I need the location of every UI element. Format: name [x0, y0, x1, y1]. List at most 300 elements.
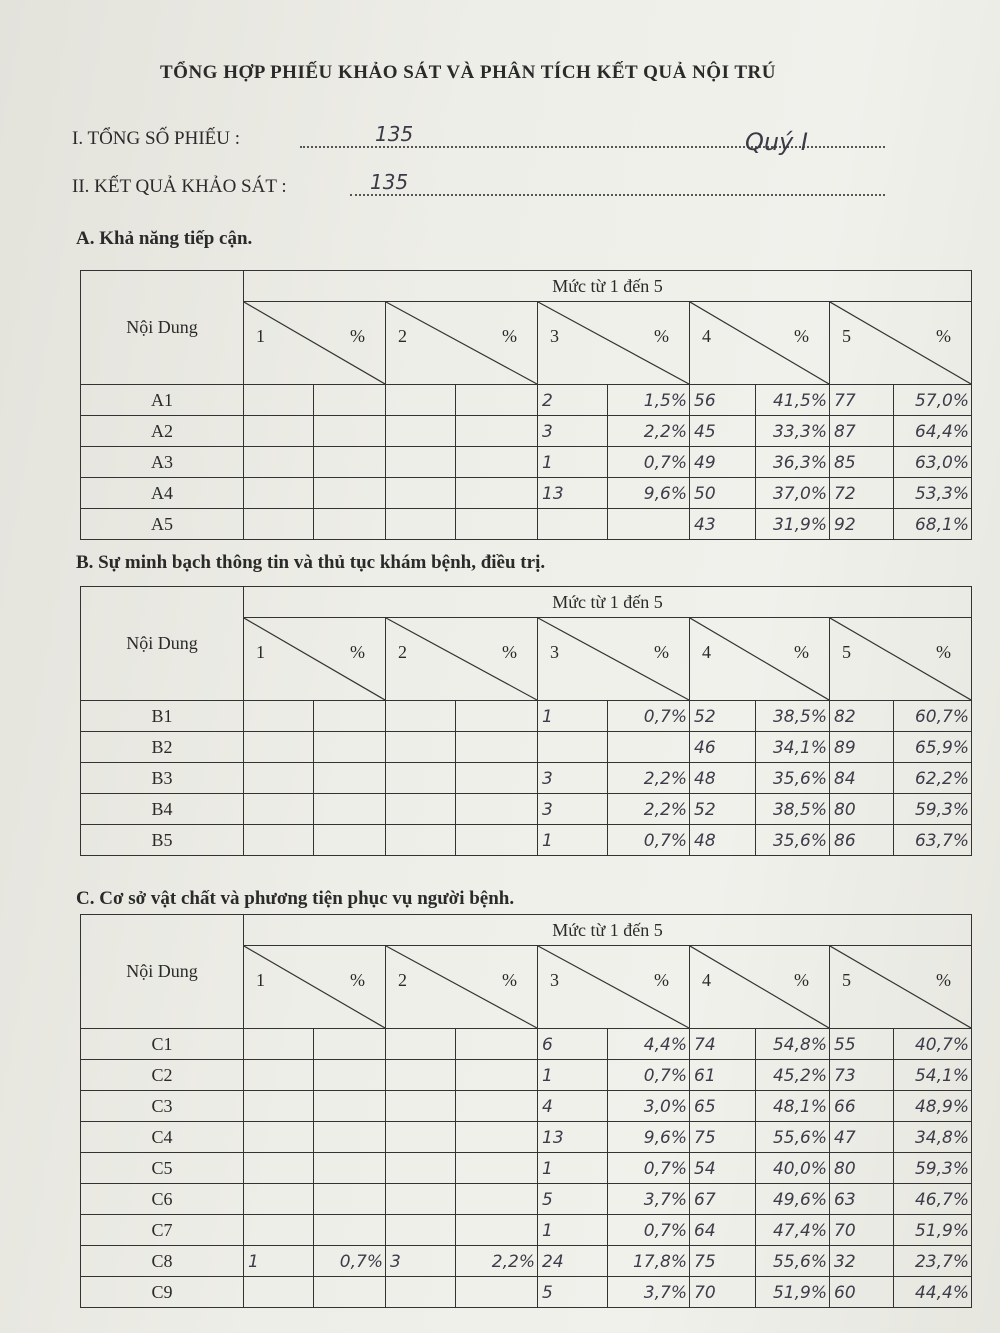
count-value: 1 [542, 1066, 553, 1086]
percent-value: 48,1% [772, 1097, 827, 1117]
row-label: B4 [81, 794, 244, 825]
percent-value: 0,7% [643, 831, 687, 851]
row-label: C2 [81, 1060, 244, 1091]
level-number: 2 [398, 970, 407, 990]
level-header-4 [690, 618, 830, 701]
count-cell [386, 478, 456, 509]
percent-symbol: % [936, 970, 951, 990]
percent-cell [314, 732, 386, 763]
section-a-title: A. Khả năng tiếp cận. [76, 228, 253, 249]
row-label: C8 [81, 1246, 244, 1277]
percent-cell [608, 478, 690, 509]
level-number: 1 [256, 642, 265, 662]
count-cell [830, 1122, 894, 1153]
count-cell [386, 763, 456, 794]
level-number: 4 [702, 326, 711, 346]
percent-cell [894, 416, 972, 447]
percent-cell [314, 1153, 386, 1184]
section-b-title: B. Sự minh bạch thông tin và thủ tục khám bệnh, điều trị. [76, 552, 546, 573]
percent-value: 54,8% [772, 1035, 827, 1055]
percent-value: 2,2% [643, 422, 687, 442]
percent-cell [894, 1153, 972, 1184]
count-cell [538, 447, 608, 478]
count-cell [538, 732, 608, 763]
percent-cell [608, 447, 690, 478]
percent-symbol: % [502, 970, 517, 990]
row-label: A3 [81, 447, 244, 478]
count-value: 1 [542, 1221, 553, 1241]
count-cell [538, 1091, 608, 1122]
percent-cell [608, 1091, 690, 1122]
percent-cell [756, 763, 830, 794]
table-row [81, 1153, 972, 1184]
row-label: B2 [81, 732, 244, 763]
percent-cell [756, 732, 830, 763]
count-value: 48 [694, 769, 716, 789]
percent-value: 1,5% [643, 391, 687, 411]
percent-value: 62,2% [914, 769, 969, 789]
count-value: 70 [834, 1221, 856, 1241]
count-cell [386, 447, 456, 478]
content-header: Nội Dung [81, 915, 244, 1029]
percent-cell [894, 509, 972, 540]
table-row [81, 825, 972, 856]
count-cell [830, 825, 894, 856]
count-cell [538, 701, 608, 732]
percent-cell [894, 1277, 972, 1308]
percent-value: 41,5% [772, 391, 827, 411]
percent-value: 33,3% [772, 422, 827, 442]
percent-value: 38,5% [772, 707, 827, 727]
count-value: 63 [834, 1190, 856, 1210]
percent-value: 2,2% [643, 800, 687, 820]
count-value: 5 [542, 1190, 553, 1210]
percent-value: 35,6% [772, 831, 827, 851]
count-value: 1 [542, 1159, 553, 1179]
percent-cell [314, 447, 386, 478]
count-cell [538, 794, 608, 825]
percent-cell [608, 825, 690, 856]
row-label: C4 [81, 1122, 244, 1153]
count-cell [538, 763, 608, 794]
percent-cell [456, 1215, 538, 1246]
percent-symbol: % [654, 642, 669, 662]
percent-cell [894, 1060, 972, 1091]
count-value: 80 [834, 800, 856, 820]
percent-value: 46,7% [914, 1190, 969, 1210]
percent-cell [608, 1277, 690, 1308]
count-cell [690, 1091, 756, 1122]
count-value: 89 [834, 738, 856, 758]
percent-cell [314, 1277, 386, 1308]
percent-value: 48,9% [914, 1097, 969, 1117]
percent-cell [314, 701, 386, 732]
count-cell [244, 447, 314, 478]
count-cell [690, 1122, 756, 1153]
level-number: 5 [842, 970, 851, 990]
percent-cell [894, 385, 972, 416]
row-label: C5 [81, 1153, 244, 1184]
count-value: 3 [542, 422, 553, 442]
count-cell [538, 416, 608, 447]
count-value: 66 [834, 1097, 856, 1117]
count-value: 84 [834, 769, 856, 789]
count-value: 52 [694, 707, 716, 727]
count-value: 13 [542, 1128, 564, 1148]
level-header-1 [244, 618, 386, 701]
percent-cell [456, 1246, 538, 1277]
percent-symbol: % [936, 642, 951, 662]
percent-cell [894, 794, 972, 825]
count-value: 49 [694, 453, 716, 473]
count-cell [386, 416, 456, 447]
count-cell [386, 1277, 456, 1308]
content-header: Nội Dung [81, 271, 244, 385]
count-cell [538, 1184, 608, 1215]
count-cell [830, 1153, 894, 1184]
count-value: 64 [694, 1221, 716, 1241]
count-cell [244, 1029, 314, 1060]
percent-value: 60,7% [914, 707, 969, 727]
level-header-3 [538, 302, 690, 385]
level-number: 5 [842, 326, 851, 346]
count-cell [830, 732, 894, 763]
level-header-5 [830, 946, 972, 1029]
percent-value: 68,1% [914, 515, 969, 535]
percent-cell [894, 478, 972, 509]
percent-value: 0,7% [643, 453, 687, 473]
count-cell [830, 763, 894, 794]
percent-cell [756, 825, 830, 856]
percent-symbol: % [654, 326, 669, 346]
count-cell [690, 825, 756, 856]
percent-symbol: % [350, 642, 365, 662]
percent-cell [608, 1246, 690, 1277]
percent-cell [756, 1029, 830, 1060]
percent-cell [756, 1153, 830, 1184]
count-cell [830, 1060, 894, 1091]
count-value: 48 [694, 831, 716, 851]
percent-value: 63,7% [914, 831, 969, 851]
percent-value: 57,0% [914, 391, 969, 411]
level-header-2 [386, 946, 538, 1029]
percent-cell [456, 794, 538, 825]
count-cell [830, 509, 894, 540]
percent-cell [894, 1029, 972, 1060]
count-value: 75 [694, 1128, 716, 1148]
percent-cell [314, 509, 386, 540]
table-row [81, 1184, 972, 1215]
table-row [81, 794, 972, 825]
row-label: A2 [81, 416, 244, 447]
level-number: 3 [550, 642, 559, 662]
percent-value: 55,6% [772, 1128, 827, 1148]
count-value: 5 [542, 1283, 553, 1303]
percent-value: 51,9% [772, 1283, 827, 1303]
percent-value: 0,7% [643, 707, 687, 727]
count-cell [690, 794, 756, 825]
percent-symbol: % [502, 326, 517, 346]
table-row [81, 701, 972, 732]
level-number: 1 [256, 970, 265, 990]
percent-cell [314, 1215, 386, 1246]
percent-cell [756, 701, 830, 732]
row-label: C9 [81, 1277, 244, 1308]
percent-cell [456, 1184, 538, 1215]
count-cell [690, 1215, 756, 1246]
percent-cell [314, 1184, 386, 1215]
table-row [81, 763, 972, 794]
percent-cell [608, 1184, 690, 1215]
count-value: 80 [834, 1159, 856, 1179]
percent-cell [314, 1029, 386, 1060]
count-cell [386, 1029, 456, 1060]
percent-cell [894, 825, 972, 856]
count-cell [538, 509, 608, 540]
count-cell [538, 478, 608, 509]
row-label: C3 [81, 1091, 244, 1122]
table-row [81, 1246, 972, 1277]
count-cell [830, 1184, 894, 1215]
count-value: 2 [542, 391, 553, 411]
count-value: 73 [834, 1066, 856, 1086]
table-row [81, 1215, 972, 1246]
percent-cell [314, 1122, 386, 1153]
percent-value: 3,7% [643, 1283, 687, 1303]
count-cell [830, 1246, 894, 1277]
count-value: 50 [694, 484, 716, 504]
count-value: 54 [694, 1159, 716, 1179]
percent-cell [756, 1246, 830, 1277]
count-cell [244, 825, 314, 856]
count-cell [244, 1153, 314, 1184]
count-value: 75 [694, 1252, 716, 1272]
count-value: 67 [694, 1190, 716, 1210]
percent-cell [314, 478, 386, 509]
percent-value: 17,8% [632, 1252, 687, 1272]
count-value: 92 [834, 515, 856, 535]
count-value: 70 [694, 1283, 716, 1303]
level-header-5 [830, 302, 972, 385]
percent-cell [314, 794, 386, 825]
count-cell [244, 763, 314, 794]
table-row [81, 416, 972, 447]
row-label: B5 [81, 825, 244, 856]
percent-value: 4,4% [643, 1035, 687, 1055]
percent-cell [456, 763, 538, 794]
count-cell [690, 1153, 756, 1184]
count-cell [690, 732, 756, 763]
count-cell [386, 701, 456, 732]
count-value: 3 [542, 769, 553, 789]
count-cell [244, 1091, 314, 1122]
count-cell [538, 825, 608, 856]
count-value: 60 [834, 1283, 856, 1303]
percent-value: 34,1% [772, 738, 827, 758]
count-cell [386, 1060, 456, 1091]
percent-value: 34,8% [914, 1128, 969, 1148]
count-cell [244, 732, 314, 763]
table-row [81, 1277, 972, 1308]
percent-value: 59,3% [914, 800, 969, 820]
percent-symbol: % [794, 642, 809, 662]
level-number: 1 [256, 326, 265, 346]
count-cell [538, 1215, 608, 1246]
count-cell [830, 385, 894, 416]
section-c-title: C. Cơ sở vật chất và phương tiện phục vụ người bệnh. [76, 888, 515, 909]
row-label: C7 [81, 1215, 244, 1246]
survey-result-label: II. KẾT QUẢ KHẢO SÁT : [72, 176, 287, 197]
survey-result-dotline [350, 194, 885, 196]
row-label: A5 [81, 509, 244, 540]
table-row [81, 1122, 972, 1153]
percent-symbol: % [936, 326, 951, 346]
percent-cell [756, 1277, 830, 1308]
percent-cell [456, 701, 538, 732]
level-number: 2 [398, 326, 407, 346]
level-range-header: Mức từ 1 đến 5 [244, 271, 972, 302]
count-cell [690, 447, 756, 478]
percent-cell [456, 1153, 538, 1184]
percent-value: 0,7% [339, 1252, 383, 1272]
page-title: TỔNG HỢP PHIẾU KHẢO SÁT VÀ PHÂN TÍCH KẾT QUẢ NỘI TRÚ [160, 62, 776, 83]
row-label: C1 [81, 1029, 244, 1060]
percent-cell [314, 1060, 386, 1091]
count-cell [830, 1277, 894, 1308]
count-cell [386, 385, 456, 416]
percent-value: 9,6% [643, 484, 687, 504]
count-cell [244, 509, 314, 540]
percent-value: 35,6% [772, 769, 827, 789]
total-forms-label: I. TỔNG SỐ PHIẾU : [72, 128, 241, 149]
percent-cell [456, 1122, 538, 1153]
percent-cell [314, 763, 386, 794]
percent-value: 0,7% [643, 1159, 687, 1179]
percent-cell [608, 416, 690, 447]
percent-value: 23,7% [914, 1252, 969, 1272]
count-value: 6 [542, 1035, 553, 1055]
count-value: 1 [248, 1252, 259, 1272]
count-cell [538, 1153, 608, 1184]
percent-symbol: % [350, 970, 365, 990]
level-header-4 [690, 946, 830, 1029]
percent-cell [314, 1091, 386, 1122]
count-cell [690, 1277, 756, 1308]
row-label: A1 [81, 385, 244, 416]
percent-value: 38,5% [772, 800, 827, 820]
count-cell [538, 1122, 608, 1153]
percent-value: 40,7% [914, 1035, 969, 1055]
percent-value: 3,0% [643, 1097, 687, 1117]
percent-cell [756, 416, 830, 447]
level-header-1 [244, 946, 386, 1029]
count-value: 85 [834, 453, 856, 473]
count-cell [830, 447, 894, 478]
count-value: 55 [834, 1035, 856, 1055]
percent-cell [894, 447, 972, 478]
survey-result-value: 135 [370, 170, 409, 194]
level-header-3 [538, 946, 690, 1029]
percent-value: 47,4% [772, 1221, 827, 1241]
percent-cell [894, 1122, 972, 1153]
percent-cell [456, 478, 538, 509]
percent-value: 51,9% [914, 1221, 969, 1241]
percent-value: 55,6% [772, 1252, 827, 1272]
count-cell [244, 478, 314, 509]
percent-symbol: % [794, 970, 809, 990]
count-cell [244, 1277, 314, 1308]
count-cell [244, 1060, 314, 1091]
row-label: B3 [81, 763, 244, 794]
percent-value: 2,2% [491, 1252, 535, 1272]
percent-cell [608, 1060, 690, 1091]
level-header-2 [386, 302, 538, 385]
percent-cell [894, 763, 972, 794]
percent-cell [894, 1091, 972, 1122]
percent-cell [894, 701, 972, 732]
table-row [81, 1029, 972, 1060]
count-cell [830, 794, 894, 825]
percent-cell [608, 701, 690, 732]
percent-value: 31,9% [772, 515, 827, 535]
count-cell [538, 1060, 608, 1091]
percent-cell [756, 1091, 830, 1122]
percent-value: 59,3% [914, 1159, 969, 1179]
count-cell [830, 1091, 894, 1122]
percent-value: 45,2% [772, 1066, 827, 1086]
count-value: 52 [694, 800, 716, 820]
count-cell [244, 385, 314, 416]
survey-table-b [80, 586, 972, 856]
count-value: 43 [694, 515, 716, 535]
percent-cell [456, 1060, 538, 1091]
count-cell [830, 416, 894, 447]
count-cell [538, 385, 608, 416]
count-cell [690, 1184, 756, 1215]
count-value: 56 [694, 391, 716, 411]
count-value: 47 [834, 1128, 856, 1148]
count-cell [830, 1215, 894, 1246]
percent-cell [894, 732, 972, 763]
count-cell [538, 1277, 608, 1308]
count-cell [244, 416, 314, 447]
percent-cell [314, 416, 386, 447]
percent-cell [456, 732, 538, 763]
table-row [81, 385, 972, 416]
percent-cell [456, 1029, 538, 1060]
count-value: 77 [834, 391, 856, 411]
row-label: A4 [81, 478, 244, 509]
survey-table-c [80, 914, 972, 1308]
count-cell [690, 509, 756, 540]
percent-cell [314, 825, 386, 856]
percent-cell [608, 1029, 690, 1060]
quarter-value: Quý I [745, 128, 809, 156]
level-number: 5 [842, 642, 851, 662]
percent-cell [608, 1215, 690, 1246]
percent-value: 44,4% [914, 1283, 969, 1303]
count-value: 3 [390, 1252, 401, 1272]
level-header-5 [830, 618, 972, 701]
count-value: 82 [834, 707, 856, 727]
count-value: 45 [694, 422, 716, 442]
percent-cell [756, 447, 830, 478]
percent-value: 37,0% [772, 484, 827, 504]
count-cell [244, 1246, 314, 1277]
percent-cell [608, 763, 690, 794]
count-cell [244, 1215, 314, 1246]
percent-cell [894, 1246, 972, 1277]
